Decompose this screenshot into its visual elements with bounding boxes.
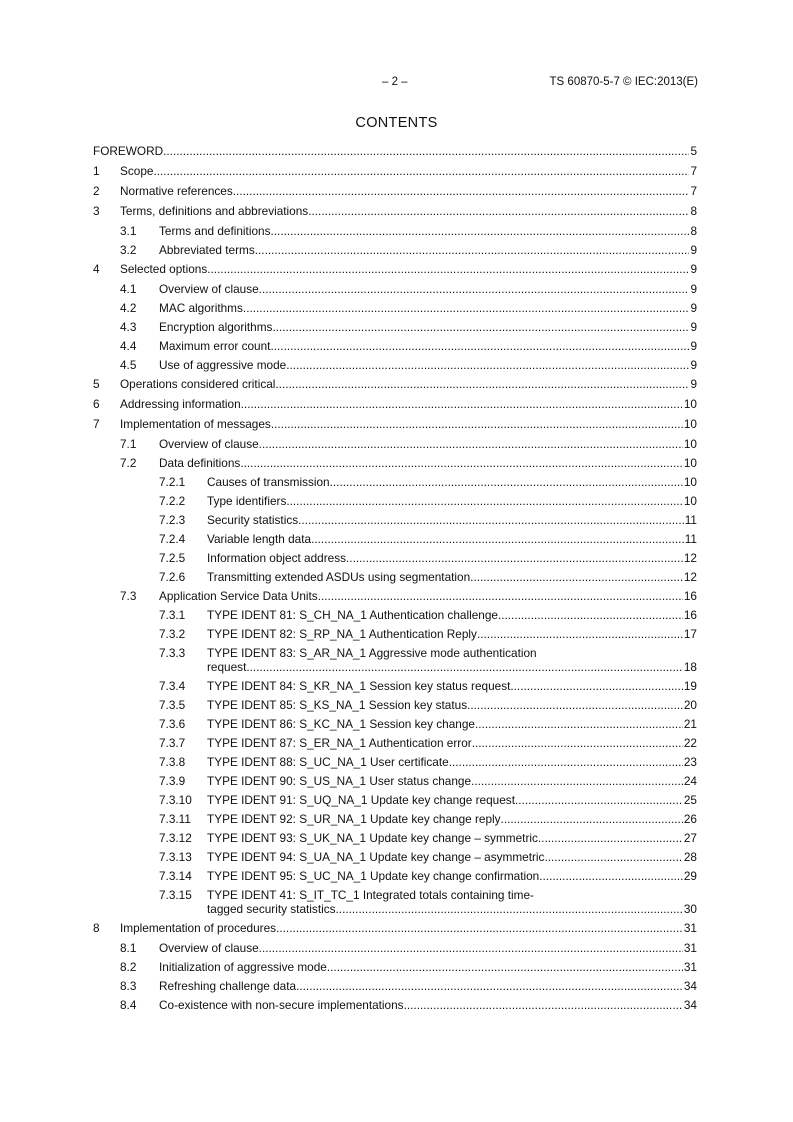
toc-entry-number: 7.3.1: [159, 608, 186, 622]
toc-entry-title: Variable length data: [207, 532, 312, 546]
toc-entry[interactable]: [93, 301, 697, 315]
toc-entry-page: 29: [683, 869, 697, 883]
toc-dot-leader: [275, 377, 689, 391]
toc-entry-title: TYPE IDENT 95: S_UC_NA_1 Update key change confirmation: [207, 869, 540, 883]
toc-entry-number: 4.4: [120, 339, 137, 353]
toc-entry-title: Use of aggressive mode: [159, 358, 287, 372]
toc-dot-leader: [233, 184, 690, 198]
toc-entry-title: Terms and definitions: [159, 224, 271, 238]
toc-entry-number: 4.1: [120, 282, 137, 296]
toc-entry-number: 4.5: [120, 358, 137, 372]
toc-entry-page: 9: [690, 320, 697, 334]
toc-dot-leader: [477, 627, 683, 641]
toc-entry-page: 34: [683, 998, 697, 1012]
toc-dot-leader: [241, 397, 683, 411]
toc-entry-title: Scope: [120, 164, 154, 178]
toc-entry[interactable]: [93, 377, 697, 391]
toc-entry[interactable]: [93, 494, 697, 508]
toc-entry-title: TYPE IDENT 84: S_KR_NA_1 Session key status request: [207, 679, 511, 693]
toc-dot-leader: [510, 679, 683, 693]
toc-entry[interactable]: [93, 358, 697, 372]
toc-dot-leader: [336, 902, 683, 916]
toc-dot-leader: [330, 475, 683, 489]
toc-entry-title: TYPE IDENT 88: S_UC_NA_1 User certificate: [207, 755, 449, 769]
toc-entry-page: 28: [683, 850, 697, 864]
toc-entry[interactable]: [93, 417, 697, 431]
toc-entry[interactable]: [93, 755, 697, 769]
toc-entry-number: 7.3.4: [159, 679, 186, 693]
toc-entry-title: TYPE IDENT 94: S_UA_NA_1 Update key change – asymmetric: [207, 850, 545, 864]
toc-dot-leader: [308, 204, 689, 218]
toc-dot-leader: [515, 793, 683, 807]
toc-entry-title: TYPE IDENT 82: S_RP_NA_1 Authentication Reply: [207, 627, 477, 641]
toc-dot-leader: [207, 262, 689, 276]
toc-entry[interactable]: [93, 888, 697, 916]
toc-dot-leader: [286, 494, 683, 508]
toc-entry[interactable]: [93, 717, 697, 731]
toc-entry[interactable]: [93, 921, 697, 935]
toc-dot-leader: [471, 774, 683, 788]
toc-dot-leader: [163, 144, 689, 158]
toc-entry-page: 26: [683, 812, 697, 826]
toc-entry-page: 23: [683, 755, 697, 769]
toc-entry-title: Transmitting extended ASDUs using segmentation: [207, 570, 471, 584]
toc-entry[interactable]: [93, 262, 697, 276]
toc-entry-number: 7.3.15: [159, 888, 192, 902]
toc-entry-number: 7.3.12: [159, 831, 192, 845]
toc-entry-page: 34: [683, 979, 697, 993]
toc-entry-number: 7.2.5: [159, 551, 186, 565]
toc-entry-number: 7.2.4: [159, 532, 186, 546]
toc-entry-page: 10: [683, 417, 697, 431]
toc-dot-leader: [404, 998, 683, 1012]
toc-dot-leader: [470, 570, 683, 584]
toc-entry-number: 7.3.2: [159, 627, 186, 641]
toc-entry-title: TYPE IDENT 87: S_ER_NA_1 Authentication error: [207, 736, 472, 750]
toc-entry[interactable]: [93, 941, 697, 955]
toc-entry[interactable]: [93, 998, 697, 1012]
toc-entry[interactable]: [93, 608, 697, 622]
toc-entry-title: Addressing information: [120, 397, 241, 411]
toc-entry-title-continued: request: [207, 660, 247, 674]
toc-entry-page: 10: [683, 475, 697, 489]
toc-entry-page: 24: [683, 774, 697, 788]
toc-entry-title: TYPE IDENT 85: S_KS_NA_1 Session key status: [207, 698, 468, 712]
toc-entry-title: Information object address: [207, 551, 347, 565]
table-of-contents: [93, 144, 697, 1017]
page-number: – 2 –: [382, 76, 408, 88]
toc-entry[interactable]: [93, 869, 697, 883]
toc-entry[interactable]: [93, 144, 697, 158]
toc-dot-leader: [255, 243, 690, 257]
toc-entry[interactable]: [93, 320, 697, 334]
toc-entry-number: 3.1: [120, 224, 137, 238]
toc-dot-leader: [346, 551, 683, 565]
toc-entry-page: 12: [683, 570, 697, 584]
toc-dot-leader: [153, 164, 689, 178]
toc-entry-title: Application Service Data Units: [159, 589, 318, 603]
toc-entry[interactable]: [93, 397, 697, 411]
toc-entry-number: 7.3: [120, 589, 137, 603]
toc-entry-title-continued: tagged security statistics: [207, 902, 336, 916]
toc-entry-number: 7.2.3: [159, 513, 186, 527]
toc-entry[interactable]: [93, 184, 697, 198]
toc-dot-leader: [270, 224, 689, 238]
toc-entry-title: TYPE IDENT 93: S_UK_NA_1 Update key change – symmetric: [207, 831, 538, 845]
toc-entry-number: 7.3.14: [159, 869, 192, 883]
toc-entry[interactable]: [93, 850, 697, 864]
toc-entry-number: 8.1: [120, 941, 137, 955]
toc-entry[interactable]: [93, 979, 697, 993]
toc-entry[interactable]: [93, 282, 697, 296]
toc-entry[interactable]: [93, 532, 697, 546]
toc-dot-leader: [318, 589, 683, 603]
toc-entry-number: 7.3.8: [159, 755, 186, 769]
toc-entry-page: 10: [683, 397, 697, 411]
toc-entry[interactable]: [93, 589, 697, 603]
toc-entry[interactable]: [93, 698, 697, 712]
toc-entry-page: 11: [684, 513, 697, 527]
toc-entry-number: 7.3.13: [159, 850, 192, 864]
toc-entry[interactable]: [93, 812, 697, 826]
toc-entry-title: TYPE IDENT 92: S_UR_NA_1 Update key change reply: [207, 812, 501, 826]
toc-entry-title: TYPE IDENT 81: S_CH_NA_1 Authentication challenge: [207, 608, 498, 622]
toc-entry-title: Normative references: [120, 184, 233, 198]
toc-entry-number: 4.3: [120, 320, 137, 334]
toc-entry-page: 9: [690, 243, 697, 257]
toc-entry-page: 10: [683, 494, 697, 508]
toc-dot-leader: [311, 532, 684, 546]
toc-entry-number: 7.3.7: [159, 736, 186, 750]
toc-entry-page: 9: [690, 301, 697, 315]
toc-entry-number: 3.2: [120, 243, 137, 257]
toc-entry-page: 9: [690, 339, 697, 353]
toc-entry-number: 7.3.11: [159, 812, 191, 826]
toc-entry-title: Terms, definitions and abbreviations: [120, 204, 309, 218]
toc-entry-number: 7.3.5: [159, 698, 186, 712]
toc-entry[interactable]: [93, 243, 697, 257]
toc-entry-title: Maximum error count: [159, 339, 271, 353]
toc-entry-number: 7.2.6: [159, 570, 186, 584]
toc-dot-leader: [276, 921, 683, 935]
toc-entry-page: 19: [683, 679, 697, 693]
toc-dot-leader: [449, 755, 683, 769]
toc-entry-page: 7: [690, 164, 697, 178]
toc-dot-leader: [240, 456, 683, 470]
toc-entry-number: 8: [93, 921, 100, 935]
toc-entry-title: Security statistics: [207, 513, 299, 527]
toc-dot-leader: [272, 320, 689, 334]
toc-entry-number: 5: [93, 377, 100, 391]
toc-entry-page: 9: [690, 358, 697, 372]
toc-entry-page: 9: [690, 262, 697, 276]
toc-entry-title: Implementation of messages: [120, 417, 271, 431]
toc-entry-number: 4.2: [120, 301, 137, 315]
toc-entry-title: TYPE IDENT 83: S_AR_NA_1 Aggressive mode authentication: [207, 646, 537, 660]
toc-entry[interactable]: [93, 475, 697, 489]
toc-dot-leader: [259, 437, 683, 451]
toc-entry-number: 7.3.6: [159, 717, 186, 731]
toc-entry-page: 9: [690, 377, 697, 391]
toc-entry-title: Data definitions: [159, 456, 241, 470]
toc-dot-leader: [259, 282, 690, 296]
toc-dot-leader: [259, 941, 683, 955]
toc-entry-page: 12: [683, 551, 697, 565]
toc-entry-number: 6: [93, 397, 100, 411]
toc-dot-leader: [327, 960, 683, 974]
toc-entry[interactable]: [93, 627, 697, 641]
toc-entry[interactable]: [93, 339, 697, 353]
toc-dot-leader: [538, 831, 683, 845]
toc-entry-title: Type identifiers: [207, 494, 287, 508]
toc-entry-page: 7: [690, 184, 697, 198]
toc-entry-title: Overview of clause: [159, 941, 259, 955]
toc-entry-title: Refreshing challenge data: [159, 979, 297, 993]
toc-dot-leader: [243, 301, 690, 315]
toc-entry-page: 18: [683, 660, 697, 674]
toc-entry-page: 17: [683, 627, 697, 641]
toc-entry[interactable]: [93, 570, 697, 584]
toc-dot-leader: [271, 417, 683, 431]
toc-dot-leader: [539, 869, 683, 883]
toc-entry[interactable]: [93, 774, 697, 788]
toc-entry[interactable]: [93, 736, 697, 750]
toc-dot-leader: [467, 698, 683, 712]
toc-entry[interactable]: [93, 793, 697, 807]
toc-entry-title: Overview of clause: [159, 282, 259, 296]
toc-entry-number: 7.3.9: [159, 774, 186, 788]
toc-entry-page: 9: [690, 282, 697, 296]
toc-entry-title: Operations considered critical: [120, 377, 276, 391]
toc-entry-page: 20: [683, 698, 697, 712]
toc-dot-leader: [296, 979, 683, 993]
toc-entry-number: 8.3: [120, 979, 137, 993]
toc-entry-number: 4: [93, 262, 100, 276]
toc-entry-page: 10: [683, 437, 697, 451]
toc-entry-number: 8.2: [120, 960, 137, 974]
toc-entry-page: 16: [683, 608, 697, 622]
document-reference: TS 60870-5-7 © IEC:2013(E): [549, 76, 698, 88]
toc-dot-leader: [246, 660, 683, 674]
toc-entry-title: TYPE IDENT 91: S_UQ_NA_1 Update key change request: [207, 793, 515, 807]
toc-entry-number: 7.2: [120, 456, 137, 470]
toc-entry-page: 11: [684, 532, 697, 546]
toc-dot-leader: [544, 850, 682, 864]
toc-entry-page: 27: [683, 831, 697, 845]
toc-dot-leader: [286, 358, 689, 372]
toc-entry-title: Co-existence with non-secure implementations: [159, 998, 404, 1012]
toc-entry-title: Overview of clause: [159, 437, 259, 451]
toc-entry-number: 7: [93, 417, 100, 431]
toc-dot-leader: [298, 513, 684, 527]
toc-entry-number: 8.4: [120, 998, 137, 1012]
toc-entry-page: 8: [690, 204, 697, 218]
toc-entry-page: 31: [683, 941, 697, 955]
toc-entry[interactable]: [93, 679, 697, 693]
toc-entry-title: Abbreviated terms: [159, 243, 255, 257]
toc-entry[interactable]: [93, 456, 697, 470]
toc-entry[interactable]: [93, 224, 697, 238]
page-header: [0, 76, 793, 94]
toc-entry-title: TYPE IDENT 41: S_IT_TC_1 Integrated totals containing time-: [207, 888, 534, 902]
toc-entry-number: 2: [93, 184, 100, 198]
toc-entry-number: 7.2.1: [159, 475, 186, 489]
toc-entry-title: Initialization of aggressive mode: [159, 960, 327, 974]
toc-dot-leader: [472, 736, 683, 750]
toc-entry-page: 10: [683, 456, 697, 470]
toc-entry[interactable]: [93, 960, 697, 974]
toc-dot-leader: [270, 339, 689, 353]
toc-entry[interactable]: [93, 551, 697, 565]
toc-entry-title: Implementation of procedures: [120, 921, 277, 935]
toc-dot-leader: [475, 717, 683, 731]
toc-entry-title: Causes of transmission: [207, 475, 330, 489]
toc-entry-page: 16: [683, 589, 697, 603]
toc-entry-number: 7.2.2: [159, 494, 186, 508]
toc-entry-title: TYPE IDENT 90: S_US_NA_1 User status change: [207, 774, 472, 788]
toc-dot-leader: [501, 812, 683, 826]
toc-entry-number: 3: [93, 204, 100, 218]
toc-entry-title: Encryption algorithms: [159, 320, 273, 334]
toc-entry-title: MAC algorithms: [159, 301, 243, 315]
toc-entry-title: FOREWORD: [93, 144, 164, 158]
toc-entry[interactable]: [93, 646, 697, 674]
toc-entry-title: Selected options: [120, 262, 208, 276]
toc-entry[interactable]: [93, 437, 697, 451]
toc-entry-page: 25: [683, 793, 697, 807]
toc-entry-page: 31: [683, 921, 697, 935]
toc-entry[interactable]: [93, 204, 697, 218]
toc-entry[interactable]: [93, 831, 697, 845]
toc-entry-title: TYPE IDENT 86: S_KC_NA_1 Session key change: [207, 717, 475, 731]
toc-entry[interactable]: [93, 513, 697, 527]
contents-title: CONTENTS: [355, 115, 438, 131]
toc-entry-page: 22: [683, 736, 697, 750]
toc-entry-number: 7.1: [120, 437, 137, 451]
toc-entry-number: 7.3.3: [159, 646, 186, 660]
toc-entry-number: 7.3.10: [159, 793, 192, 807]
toc-entry-page: 21: [683, 717, 697, 731]
toc-entry-page: 5: [690, 144, 697, 158]
toc-entry-number: 1: [93, 164, 100, 178]
toc-entry-page: 8: [690, 224, 697, 238]
toc-entry[interactable]: [93, 164, 697, 178]
toc-entry-page: 31: [683, 960, 697, 974]
toc-dot-leader: [498, 608, 683, 622]
toc-entry-page: 30: [683, 902, 697, 916]
